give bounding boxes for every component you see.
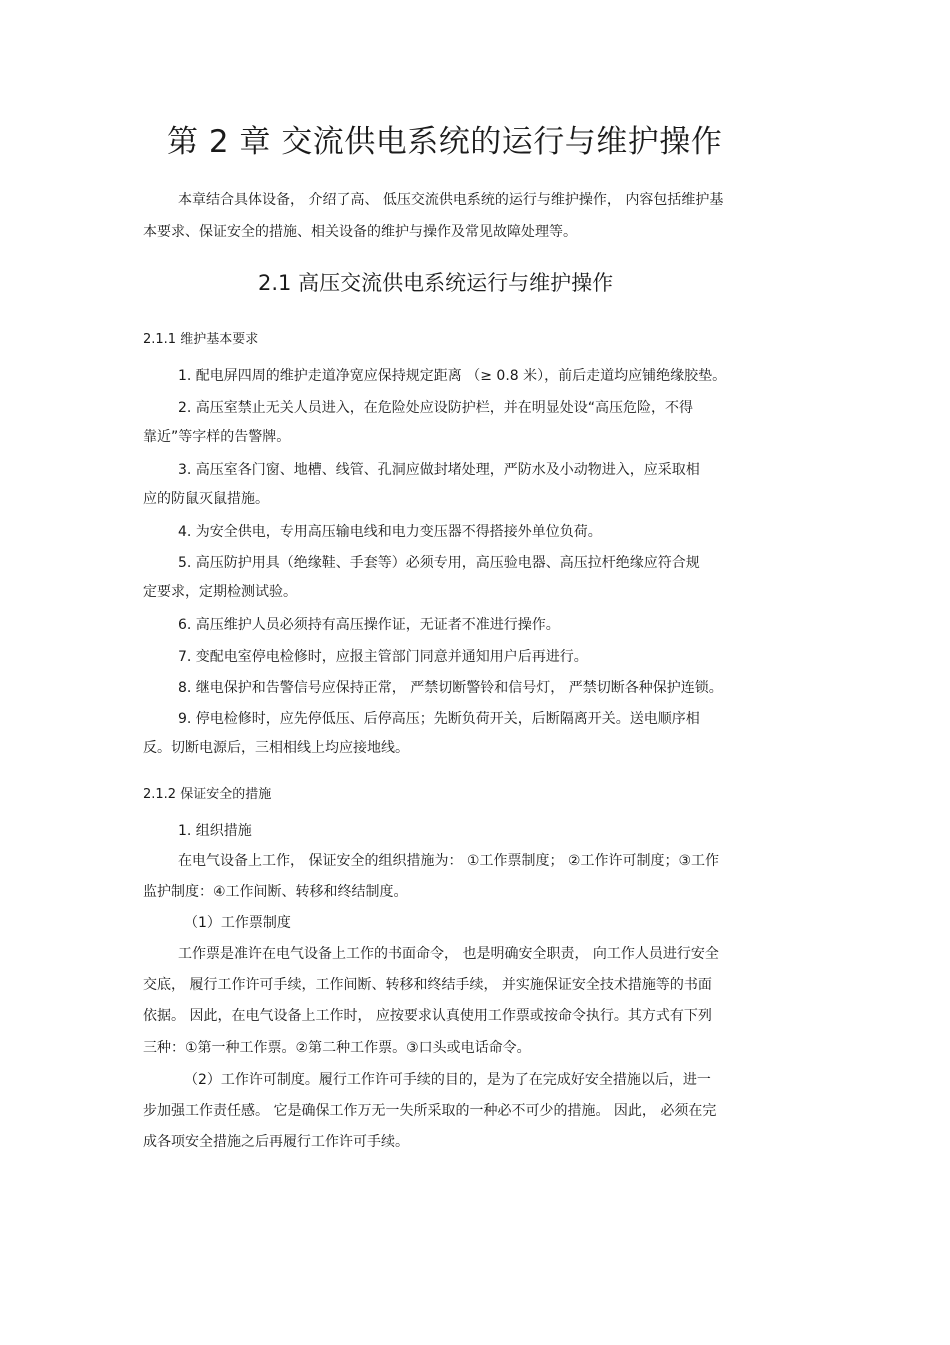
paragraph-line: 交底， 履行工作许可手续，工作间断、转移和终结手续， 并实施保证安全技术措施等的书面 — [143, 977, 712, 993]
list-item-continuation: 应的防鼠灭鼠措施。 — [143, 491, 269, 507]
subsection-title: 2.1.1 维护基本要求 — [143, 332, 259, 347]
list-item: 6. 高压维护人员必须持有高压操作证，无证者不准进行操作。 — [178, 617, 560, 633]
chapter-title: 第 2 章 交流供电系统的运行与维护操作 — [167, 124, 723, 160]
list-item: 1. 配电屏四周的维护走道净宽应保持规定距离 （≥ 0.8 米），前后走道均应铺绝缘胶垫。 — [178, 368, 727, 384]
list-item: 8. 继电保护和告警信号应保持正常， 严禁切断警铃和信号灯， 严禁切断各种保护连锁。 — [178, 680, 723, 696]
paragraph-line: 工作票是准许在电气设备上工作的书面命令， 也是明确安全职责， 向工作人员进行安全 — [178, 946, 719, 962]
paragraph-line: 步加强工作责任感。 它是确保工作万无一失所采取的一种必不可少的措施。 因此， 必须在完 — [143, 1103, 717, 1119]
list-item: 9. 停电检修时，应先停低压、后停高压；先断负荷开关，后断隔离开关。送电顺序相 — [178, 711, 700, 727]
paragraph-line: 成各项安全措施之后再履行工作许可手续。 — [143, 1134, 409, 1150]
paragraph-line: 在电气设备上工作， 保证安全的组织措施为： ①工作票制度； ②工作许可制度；③工作 — [178, 853, 720, 869]
list-item: 3. 高压室各门窗、地槽、线管、孔洞应做封堵处理，严防水及小动物进入，应采取相 — [178, 462, 700, 478]
list-item: 2. 高压室禁止无关人员进入，在危险处应设防护栏，并在明显处设“高压危险，不得 — [178, 400, 694, 416]
paragraph-line: 监护制度：④工作间断、转移和终结制度。 — [143, 884, 408, 900]
paragraph-line: 依据。 因此，在电气设备上工作时， 应按要求认真使用工作票或按命令执行。其方式有下列 — [143, 1008, 712, 1024]
subsection-title: 2.1.2 保证安全的措施 — [143, 787, 272, 802]
list-item: 7. 变配电室停电检修时，应报主管部门同意并通知用户后再进行。 — [178, 649, 588, 665]
list-item-continuation: 靠近”等字样的告警牌。 — [143, 429, 291, 445]
intro-line: 本章结合具体设备， 介绍了高、 低压交流供电系统的运行与维护操作， 内容包括维护基 — [178, 192, 724, 208]
paragraph-line: （1）工作票制度 — [184, 915, 291, 931]
paragraph-line: 三种：①第一种工作票。②第二种工作票。③口头或电话命令。 — [143, 1040, 531, 1056]
list-item: 4. 为安全供电，专用高压输电线和电力变压器不得搭接外单位负荷。 — [178, 524, 602, 540]
list-item: 5. 高压防护用具（绝缘鞋、手套等）必须专用，高压验电器、高压拉杆绝缘应符合规 — [178, 555, 700, 571]
intro-line: 本要求、保证安全的措施、相关设备的维护与操作及常见故障处理等。 — [143, 224, 577, 240]
paragraph-line: 1. 组织措施 — [178, 823, 252, 839]
section-title: 2.1 高压交流供电系统运行与维护操作 — [258, 271, 614, 295]
list-item-continuation: 反。切断电源后，三相相线上均应接地线。 — [143, 740, 409, 756]
list-item-continuation: 定要求，定期检测试验。 — [143, 584, 297, 600]
paragraph-line: （2）工作许可制度。履行工作许可手续的目的，是为了在完成好安全措施以后，进一 — [184, 1072, 711, 1088]
